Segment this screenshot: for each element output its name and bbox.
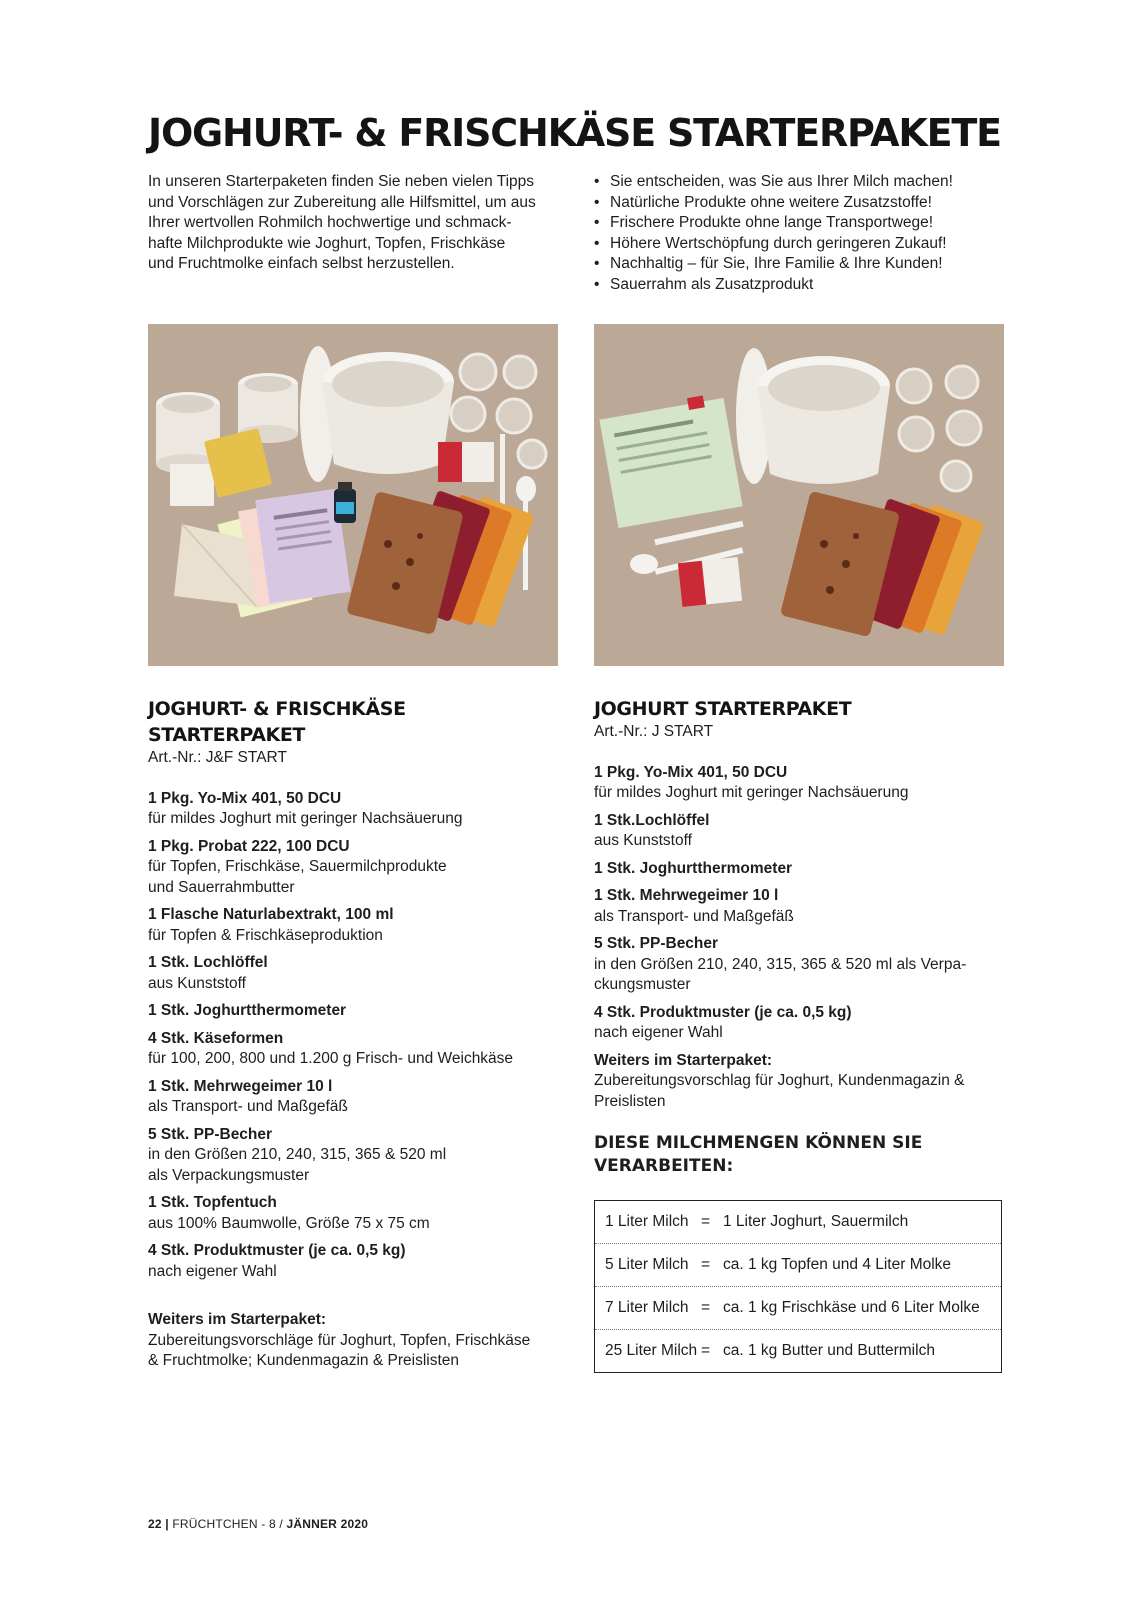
extras-line: Zubereitungsvorschläge für Joghurt, Topfen, Frischkäse	[148, 1331, 531, 1349]
list-item	[148, 905, 568, 946]
list-item	[148, 1125, 568, 1187]
item-name: 4 Stk. Käseformen	[148, 1029, 284, 1047]
milk-amount: 1 Liter Milch	[605, 1212, 689, 1230]
item-name: 1 Stk. Lochlöffel	[148, 954, 268, 971]
section-title-line: JOGHURT- & FRISCHKÄSE	[148, 698, 406, 720]
joghurt-section	[594, 696, 1014, 1373]
product-yield: ca. 1 kg Frischkäse und 6 Liter Molke	[723, 1298, 980, 1316]
benefit-item: • Sauerrahm als Zusatzprodukt	[594, 275, 1014, 296]
benefit-item: • Natürliche Produkte ohne weitere Zusatzstoffe!	[594, 193, 1014, 214]
section-title	[148, 696, 568, 748]
item-name: 4 Stk. Produktmuster (je ca. 0,5 kg)	[594, 1003, 852, 1021]
item-desc: für 100, 200, 800 und 1.200 g Frisch- und Weichkäse	[148, 1050, 514, 1067]
item-desc: für Topfen & Frischkäseproduktion	[148, 926, 383, 944]
milk-amount: 5 Liter Milch	[605, 1255, 689, 1273]
extras-block	[148, 1310, 568, 1372]
item-name: 1 Pkg. Yo-Mix 401, 50 DCU	[148, 789, 342, 807]
intro-line: Ihrer wertvollen Rohmilch hochwertige und schmack-	[148, 214, 512, 231]
list-item	[594, 859, 1014, 880]
product-yield: 1 Liter Joghurt, Sauermilch	[723, 1212, 909, 1230]
product-photo-joghurt	[594, 324, 1004, 666]
list-item	[148, 1001, 568, 1022]
article-number: Art.-Nr.: J START	[594, 723, 714, 740]
list-item	[148, 953, 568, 994]
extras-heading: Weiters im Starterpaket:	[594, 1051, 773, 1069]
list-item	[148, 1193, 568, 1234]
content-list	[594, 763, 1014, 1044]
item-name: 1 Stk.Lochlöffel	[594, 811, 710, 829]
benefit-item: • Nachhaltig – für Sie, Ihre Familie & Ihre Kunden!	[594, 254, 1014, 275]
joghurt-frischkaese-section	[148, 696, 568, 1372]
issue-date: JÄNNER 2020	[286, 1517, 369, 1531]
magazine-name: FRÜCHTCHEN - 8 /	[172, 1517, 283, 1531]
intro-line: und Vorschlägen zur Zubereitung alle Hilfsmittel, um aus	[148, 193, 536, 211]
item-desc: in den Größen 210, 240, 315, 365 & 520 ml	[148, 1146, 447, 1163]
extras-heading: Weiters im Starterpaket:	[148, 1311, 327, 1328]
intro-line: und Fruchtmolke einfach selbst herzustellen.	[148, 255, 455, 272]
item-desc: aus Kunststoff	[148, 974, 246, 992]
equals-sign: =	[701, 1298, 711, 1316]
milk-heading-line: DIESE MILCHMENGEN KÖNNEN SIE	[594, 1133, 923, 1153]
extras-line: Zubereitungsvorschlag für Joghurt, Kundenmagazin &	[594, 1072, 965, 1089]
item-name: 1 Pkg. Probat 222, 100 DCU	[148, 837, 350, 855]
item-name: 5 Stk. PP-Becher	[594, 935, 719, 952]
milk-amount: 25 Liter Milch	[605, 1341, 698, 1359]
benefit-item: • Frischere Produkte ohne lange Transportwege!	[594, 213, 1014, 234]
item-name: 1 Stk. Mehrwegeimer 10 l	[148, 1077, 333, 1095]
item-name: 5 Stk. PP-Becher	[148, 1125, 273, 1143]
table-row	[595, 1201, 1001, 1244]
benefit-item: • Höhere Wertschöpfung durch geringeren Zukauf!	[594, 234, 1014, 255]
benefit-item: • Sie entscheiden, was Sie aus Ihrer Milch machen!	[594, 172, 1014, 193]
content-list	[148, 789, 568, 1283]
table-row	[595, 1244, 1001, 1287]
equals-sign: =	[701, 1255, 711, 1273]
item-desc: nach eigener Wahl	[594, 1024, 723, 1041]
section-title	[594, 696, 1014, 722]
page-footer	[148, 1517, 368, 1531]
table-row	[595, 1330, 1001, 1372]
item-desc: und Sauerrahmbutter	[148, 878, 295, 896]
equals-sign: =	[701, 1341, 711, 1359]
item-desc: nach eigener Wahl	[148, 1262, 277, 1280]
item-name: 1 Flasche Naturlabextrakt, 100 ml	[148, 906, 394, 923]
list-item	[594, 934, 1014, 996]
item-name: 4 Stk. Produktmuster (je ca. 0,5 kg)	[148, 1242, 406, 1259]
list-item	[594, 811, 1014, 852]
list-item	[148, 1241, 568, 1282]
extras-block	[594, 1051, 1014, 1113]
list-item	[594, 886, 1014, 927]
item-desc: aus Kunststoff	[594, 832, 692, 849]
product-yield: ca. 1 kg Butter und Buttermilch	[723, 1341, 935, 1359]
item-name: 1 Stk. Joghurtthermometer	[594, 859, 793, 877]
list-item	[148, 837, 568, 899]
list-item	[594, 763, 1014, 804]
list-item	[148, 1077, 568, 1118]
intro-text	[148, 172, 560, 275]
item-name: 1 Pkg. Yo-Mix 401, 50 DCU	[594, 763, 788, 781]
section-title-line: JOGHURT STARTERPAKET	[594, 698, 852, 720]
equals-sign: =	[701, 1212, 711, 1230]
milk-quantities-heading	[594, 1132, 1014, 1178]
item-desc: als Verpackungsmuster	[148, 1166, 310, 1184]
section-title-line: STARTERPAKET	[148, 724, 305, 746]
extras-line: Preislisten	[594, 1092, 666, 1110]
intro-line: hafte Milchprodukte wie Joghurt, Topfen, Frischkäse	[148, 234, 506, 252]
item-name: 1 Stk. Mehrwegeimer 10 l	[594, 887, 779, 904]
table-row	[595, 1287, 1001, 1330]
item-desc: für Topfen, Frischkäse, Sauermilchprodukte	[148, 858, 447, 875]
item-desc: als Transport- und Maßgefäß	[594, 907, 794, 925]
extras-line: & Fruchtmolke; Kundenmagazin & Preislisten	[148, 1352, 460, 1369]
item-desc: in den Größen 210, 240, 315, 365 & 520 ml als Verpa-	[594, 955, 967, 973]
item-desc: als Transport- und Maßgefäß	[148, 1098, 348, 1115]
item-desc: für mildes Joghurt mit geringer Nachsäuerung	[594, 784, 909, 801]
item-desc: aus 100% Baumwolle, Größe 75 x 75 cm	[148, 1214, 430, 1232]
list-item	[148, 789, 568, 830]
product-yield: ca. 1 kg Topfen und 4 Liter Molke	[723, 1255, 952, 1273]
milk-amount: 7 Liter Milch	[605, 1298, 689, 1316]
page-number: 22	[148, 1517, 162, 1531]
list-item	[594, 1003, 1014, 1044]
benefit-list	[594, 172, 1014, 295]
item-desc: für mildes Joghurt mit geringer Nachsäuerung	[148, 810, 463, 827]
milk-quantities-table	[594, 1200, 1002, 1373]
item-name: 1 Stk. Topfentuch	[148, 1194, 277, 1211]
footer-separator: |	[165, 1517, 169, 1531]
product-photo-joghurt-frischkaese	[148, 324, 558, 666]
milk-heading-line: VERARBEITEN:	[594, 1156, 734, 1176]
page-title: JOGHURT- & FRISCHKÄSE STARTERPAKETE	[148, 111, 1001, 155]
item-desc: ckungsmuster	[594, 976, 691, 993]
item-name: 1 Stk. Joghurtthermometer	[148, 1002, 347, 1019]
list-item	[148, 1029, 568, 1070]
intro-line: In unseren Starterpaketen finden Sie neben vielen Tipps	[148, 173, 535, 190]
article-number: Art.-Nr.: J&F START	[148, 749, 287, 766]
